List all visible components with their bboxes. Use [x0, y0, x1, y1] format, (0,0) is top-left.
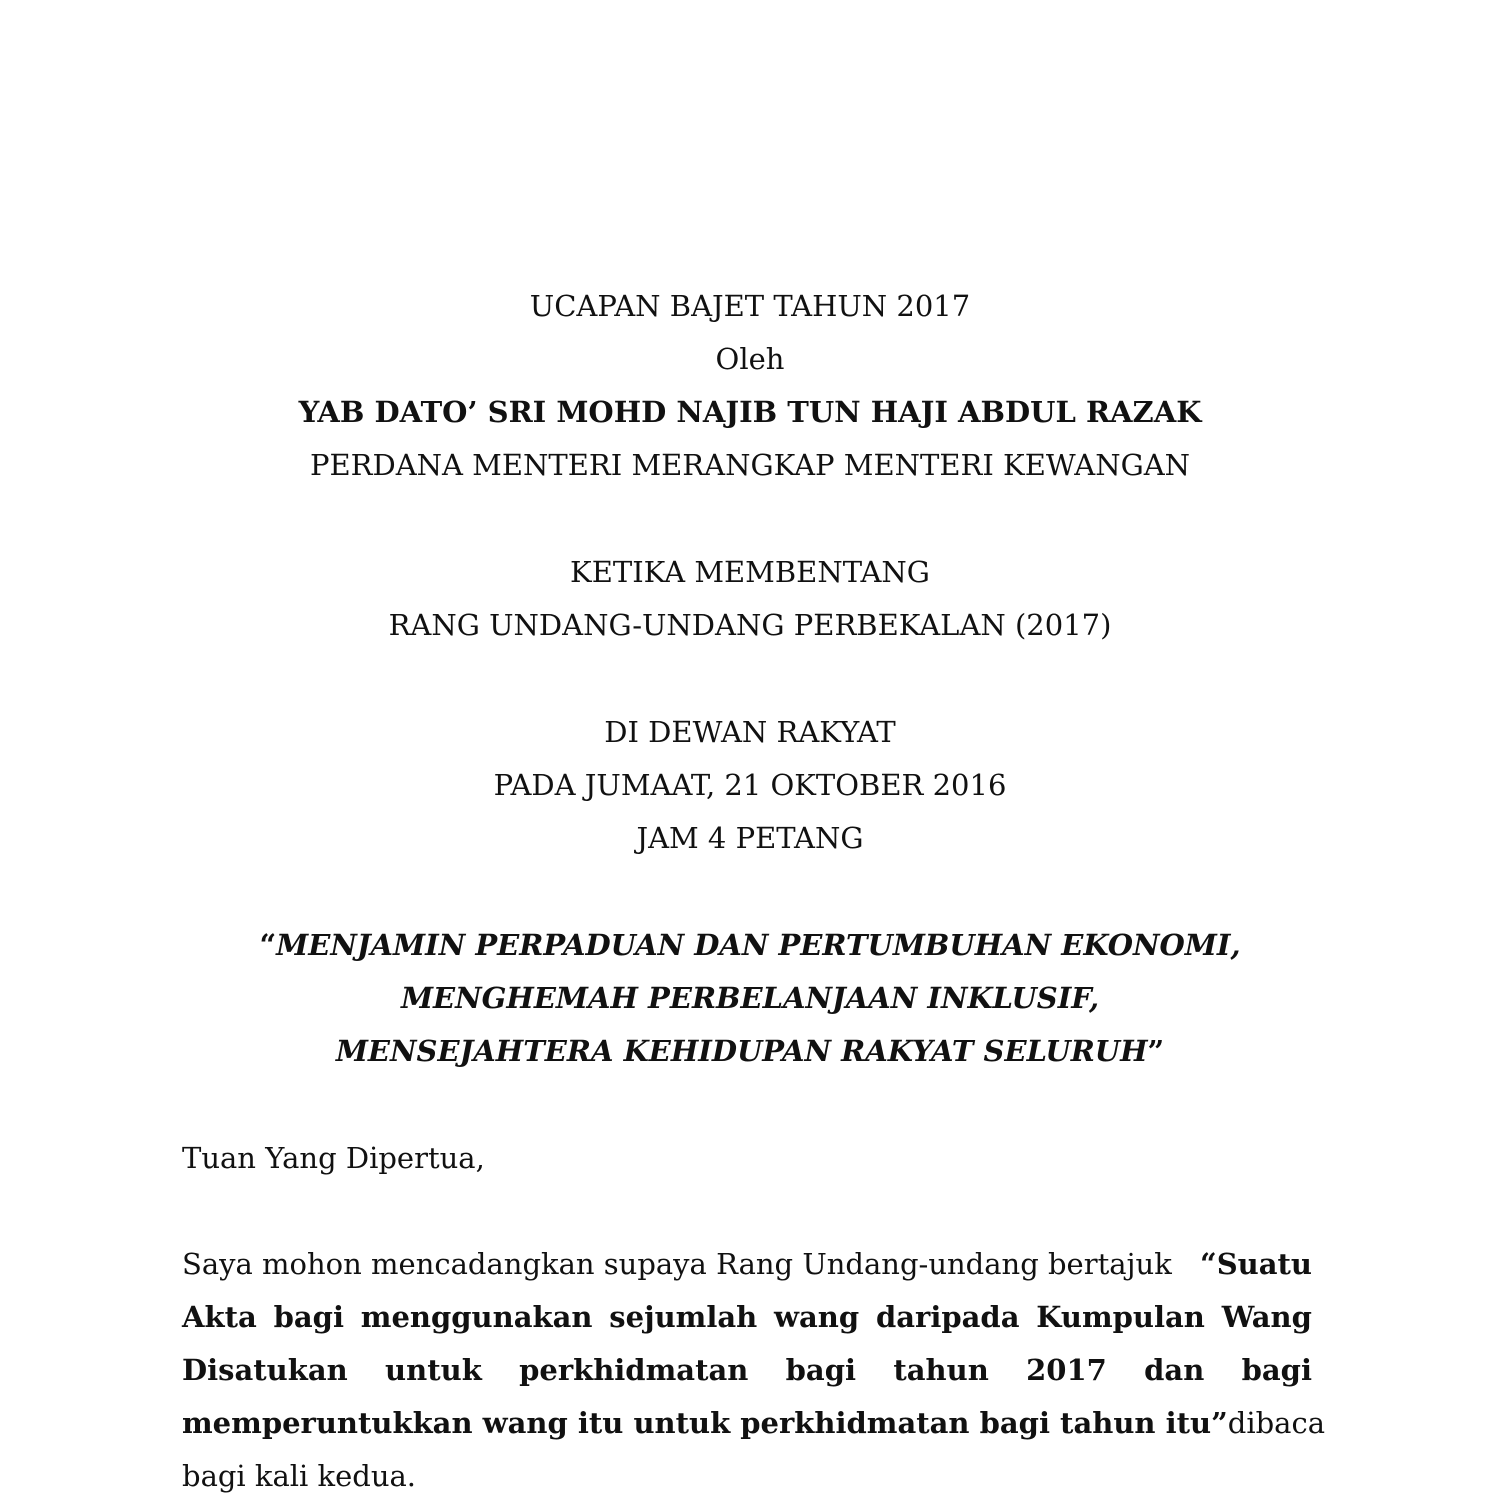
occasion-line-2: RANG UNDANG-UNDANG PERBEKALAN (2017) [388, 608, 1112, 642]
word: sejumlah [609, 1300, 758, 1334]
speaker-position: PERDANA MENTERI MERANGKAP MENTERI KEWANGAN [309, 448, 1191, 482]
venue-date: PADA JUMAAT, 21 OKTOBER 2016 [493, 768, 1007, 802]
paragraph-line-1-bold: “Suatu [1200, 1247, 1312, 1281]
word: daripada [875, 1300, 1020, 1334]
theme-line-2: MENGHEMAH PERBELANJAAN INKLUSIF, [400, 981, 1100, 1015]
speaker-name: YAB DATO’ SRI MOHD NAJIB TUN HAJI ABDUL RAZAK [298, 395, 1202, 429]
paragraph-line-3 [182, 1350, 1312, 1390]
word: tahun [893, 1353, 989, 1387]
paragraph-line-1 [182, 1244, 1312, 1284]
paragraph-line-2 [182, 1297, 1312, 1337]
venue-time: JAM 4 PETANG [636, 821, 864, 855]
theme-line-1 [0, 925, 1500, 965]
word: Kumpulan [1036, 1300, 1205, 1334]
by-label: Oleh [715, 342, 785, 376]
venue-place: DI DEWAN RAKYAT [604, 715, 896, 749]
paragraph-line-5: bagi kali kedua. [182, 1459, 417, 1493]
occasion-line-1: KETIKA MEMBENTANG [570, 555, 930, 589]
theme-text-1: MENJAMIN PERPADUAN DAN PERTUMBUHAN EKONOMI, [276, 928, 1241, 962]
paragraph-line-4-bold: memperuntukkan wang itu untuk perkhidmatan bagi tahun itu” [182, 1406, 1228, 1440]
word: Disatukan [182, 1353, 348, 1387]
paragraph-line-4 [182, 1403, 1326, 1443]
word: 2017 [1026, 1353, 1107, 1387]
word: Akta [182, 1300, 257, 1334]
theme-line-3 [0, 1031, 1500, 1071]
word: wang [774, 1300, 860, 1334]
word: untuk [385, 1353, 482, 1387]
theme-close-quote: ” [1147, 1034, 1165, 1068]
paragraph-line-4-text: dibaca [1227, 1406, 1326, 1440]
paragraph-line-1-text: Saya mohon mencadangkan supaya Rang Undang-undang bertajuk [182, 1247, 1172, 1281]
word: perkhidmatan [519, 1353, 749, 1387]
word: bagi [273, 1300, 344, 1334]
theme-text-3: MENSEJAHTERA KEHIDUPAN RAKYAT SELURUH [335, 1034, 1148, 1068]
word: Wang [1221, 1300, 1312, 1334]
word: dan [1144, 1353, 1205, 1387]
word: menggunakan [360, 1300, 593, 1334]
speech-title: UCAPAN BAJET TAHUN 2017 [529, 289, 971, 323]
salutation: Tuan Yang Dipertua, [182, 1141, 485, 1175]
theme-open-quote: “ [259, 928, 277, 962]
word: bagi [785, 1353, 857, 1387]
word: bagi [1241, 1353, 1312, 1387]
